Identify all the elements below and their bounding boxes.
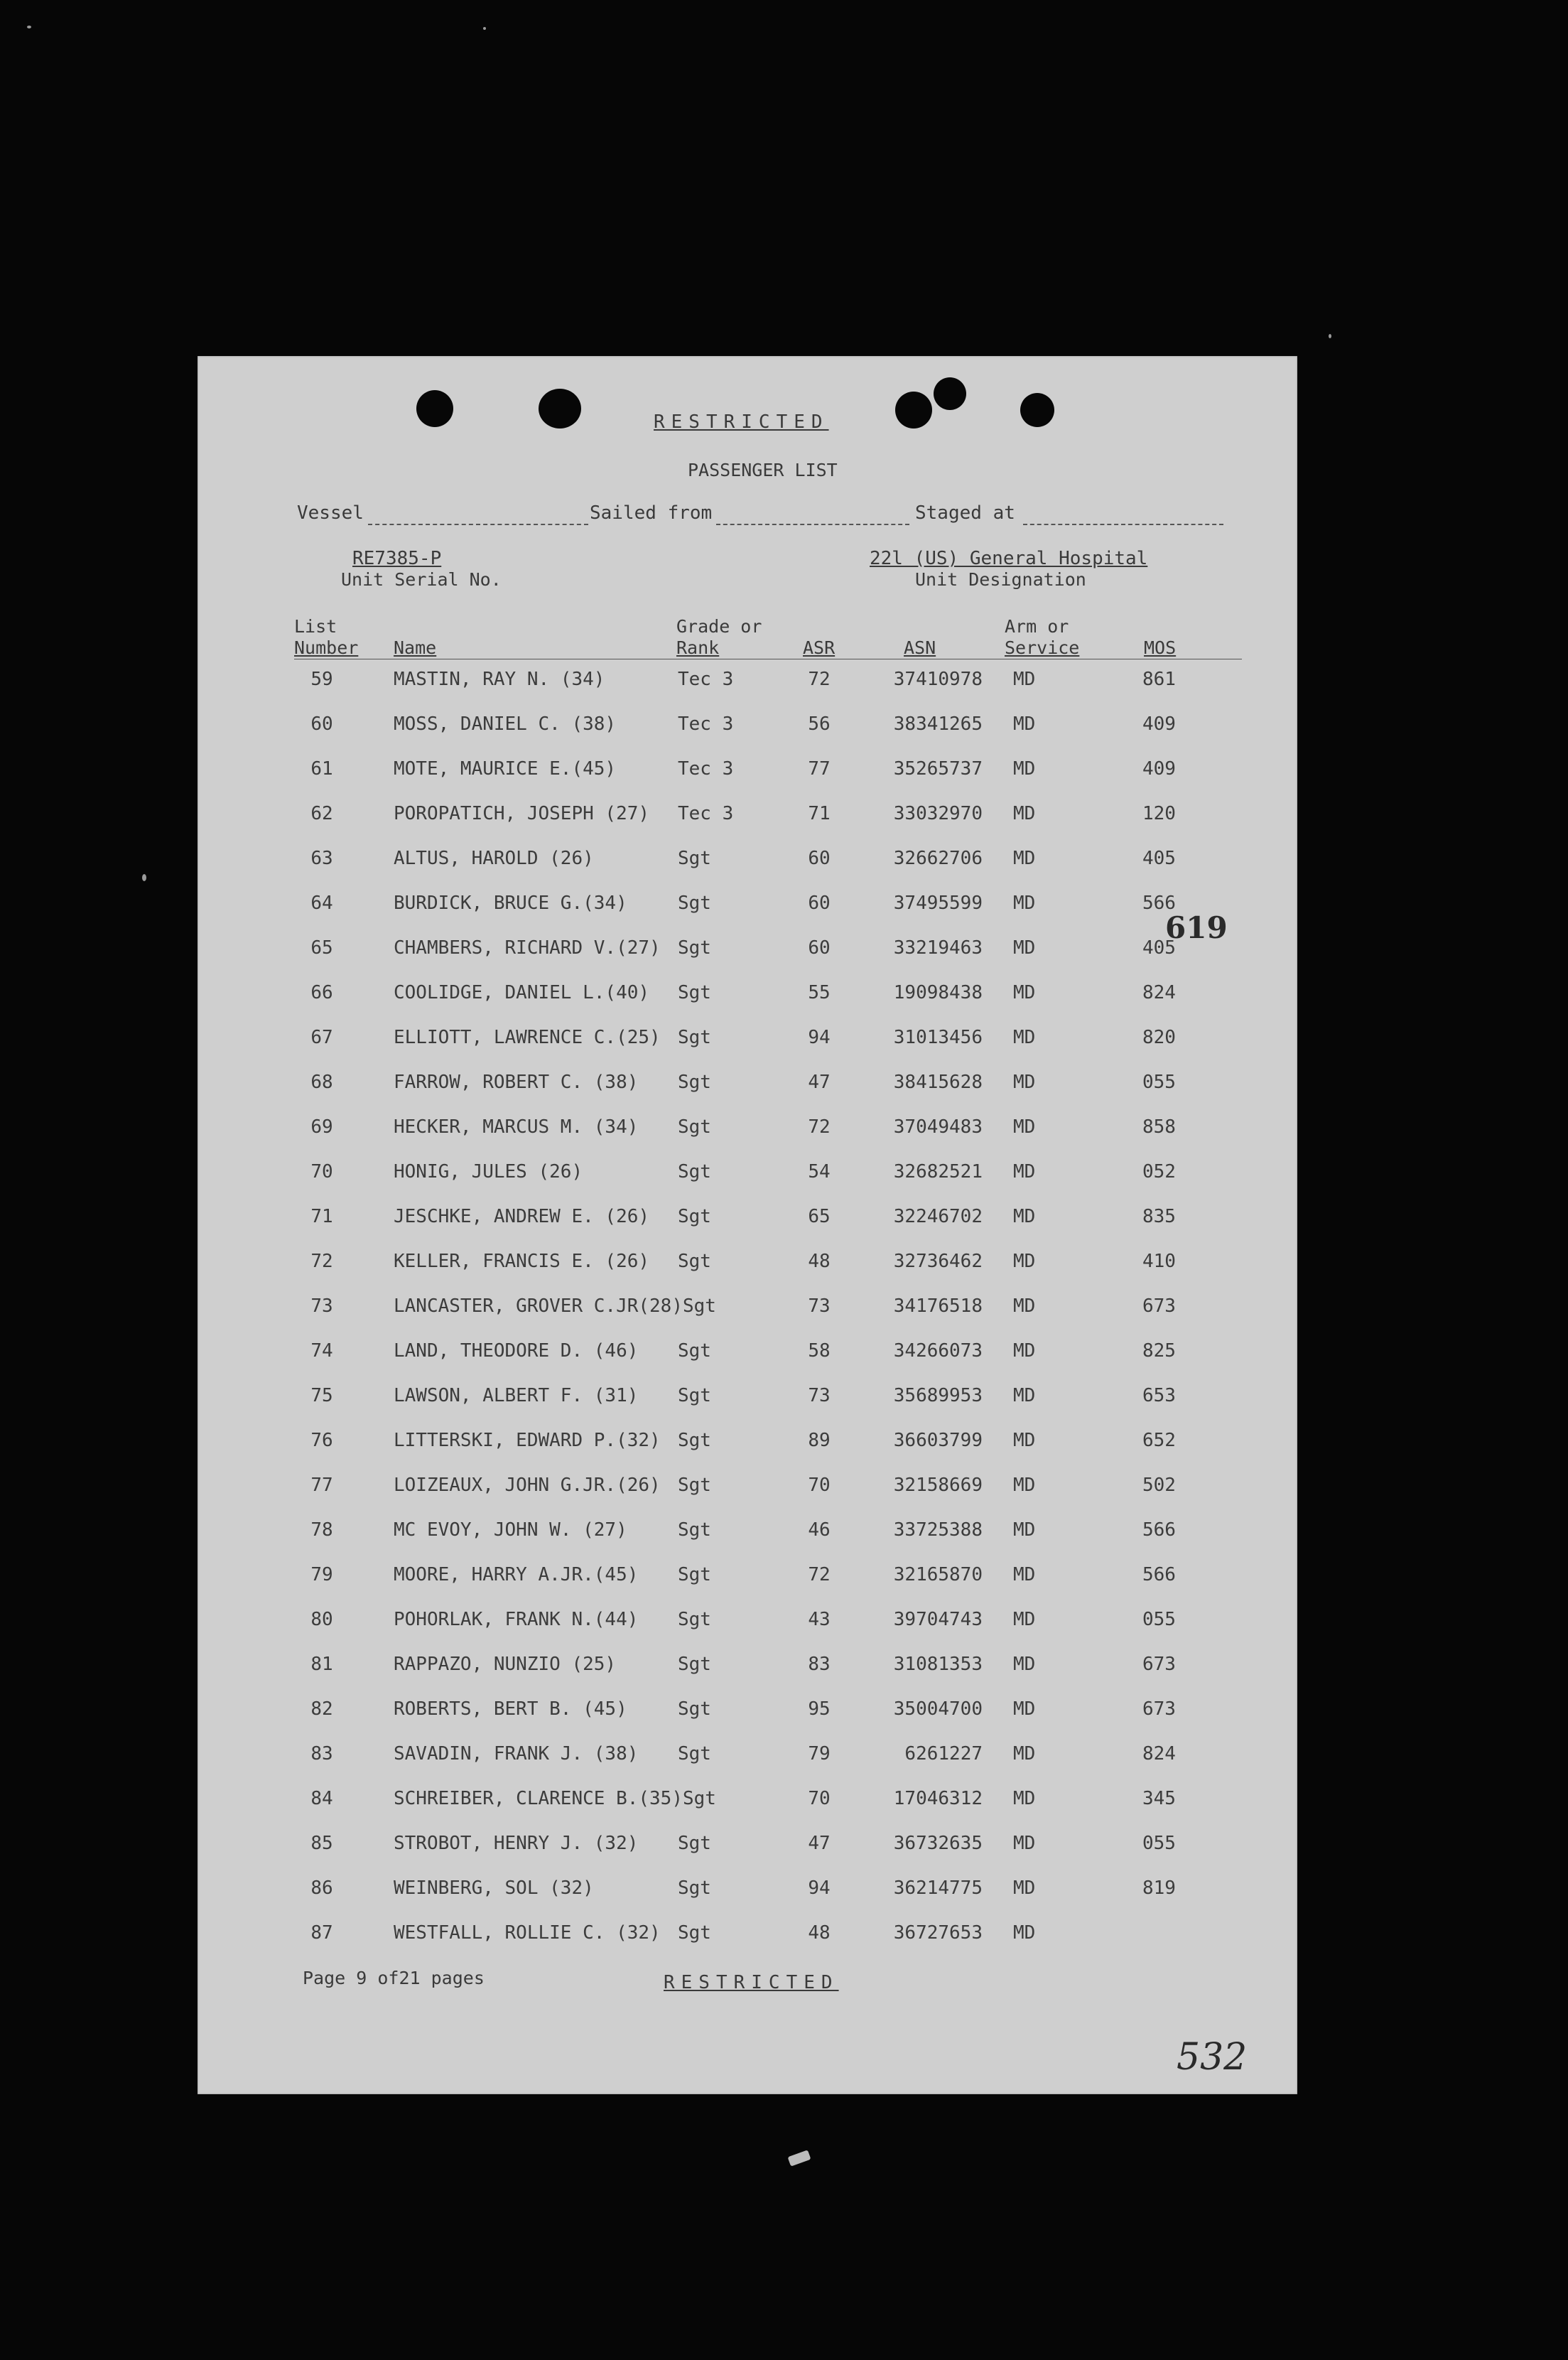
asn: 32682521	[893, 1161, 983, 1182]
punch-hole	[539, 389, 581, 429]
asr: 89	[808, 1430, 831, 1451]
asr: 94	[808, 1877, 831, 1899]
asn: 36732635	[893, 1833, 983, 1854]
arm-service: MD	[1013, 1206, 1036, 1227]
column-header-asn: ASN	[904, 637, 936, 658]
handwritten-page-number: 532	[1177, 2036, 1248, 2079]
grade: Sgt	[678, 937, 711, 959]
list-number: 74	[310, 1340, 333, 1362]
asn: 39704743	[893, 1609, 983, 1630]
passenger-name: MOTE, MAURICE E.(45)	[394, 758, 617, 780]
unit-serial-value: RE7385-P	[352, 548, 442, 569]
grade: Tec 3	[678, 669, 734, 690]
table-row	[198, 1161, 1297, 1190]
asn: 33725388	[893, 1519, 983, 1541]
mos: 861	[1142, 669, 1176, 690]
stamp-number: 619	[1165, 910, 1228, 945]
table-row	[198, 1340, 1297, 1369]
passenger-name: MOSS, DANIEL C. (38)	[394, 713, 617, 735]
grade: Sgt	[678, 1564, 711, 1585]
passenger-name: ALTUS, HAROLD (26)	[394, 848, 594, 869]
passenger-name: MC EVOY, JOHN W. (27)	[394, 1519, 627, 1541]
passenger-name: LAND, THEODORE D. (46)	[394, 1340, 639, 1362]
list-number: 71	[310, 1206, 333, 1227]
list-number: 83	[310, 1743, 333, 1764]
mos: 566	[1142, 1564, 1176, 1585]
asn: 32736462	[893, 1251, 983, 1272]
mos: 566	[1142, 893, 1176, 914]
table-row	[198, 1027, 1297, 1055]
passenger-name: SCHREIBER, CLARENCE B.(35)Sgt	[394, 1788, 716, 1809]
arm-service: MD	[1013, 1519, 1036, 1541]
asn: 31013456	[893, 1027, 983, 1048]
list-number: 63	[310, 848, 333, 869]
grade: Sgt	[678, 1206, 711, 1227]
asn: 36214775	[893, 1877, 983, 1899]
punch-hole	[1020, 393, 1054, 427]
asn: 37495599	[893, 893, 983, 914]
classification-footer: RESTRICTED	[664, 1972, 839, 1993]
mos: 055	[1142, 1833, 1176, 1854]
grade: Tec 3	[678, 803, 734, 824]
grade: Sgt	[678, 893, 711, 914]
dust-speck	[1329, 334, 1331, 338]
table-row	[198, 982, 1297, 1011]
arm-service: MD	[1013, 1430, 1036, 1451]
mos: 652	[1142, 1430, 1176, 1451]
mos: 410	[1142, 1251, 1176, 1272]
grade: Sgt	[678, 1833, 711, 1854]
vessel-line	[368, 524, 588, 525]
arm-service: MD	[1013, 713, 1036, 735]
mos: 405	[1142, 848, 1176, 869]
asr: 60	[808, 937, 831, 959]
list-number: 84	[310, 1788, 333, 1809]
table-row	[198, 1743, 1297, 1772]
asr: 72	[808, 669, 831, 690]
table-row	[198, 1654, 1297, 1682]
arm-service: MD	[1013, 1698, 1036, 1720]
mos: 673	[1142, 1295, 1176, 1317]
passenger-name: SAVADIN, FRANK J. (38)	[394, 1743, 639, 1764]
list-number: 72	[310, 1251, 333, 1272]
grade: Sgt	[678, 1385, 711, 1406]
classification-header: RESTRICTED	[654, 411, 829, 433]
document-title: PASSENGER LIST	[688, 460, 838, 480]
asn: 37049483	[893, 1116, 983, 1138]
column-header-rank: Rank	[676, 637, 720, 658]
arm-service: MD	[1013, 1743, 1036, 1764]
asr: 73	[808, 1385, 831, 1406]
asr: 65	[808, 1206, 831, 1227]
column-header-number: Number	[294, 637, 359, 658]
asr: 55	[808, 982, 831, 1003]
arm-service: MD	[1013, 803, 1036, 824]
arm-service: MD	[1013, 1385, 1036, 1406]
mos: 858	[1142, 1116, 1176, 1138]
column-header-service: Service	[1005, 637, 1080, 658]
table-row	[198, 1385, 1297, 1413]
list-number: 80	[310, 1609, 333, 1630]
mos: 409	[1142, 713, 1176, 735]
mos: 824	[1142, 982, 1176, 1003]
arm-service: MD	[1013, 1564, 1036, 1585]
column-header-list: List	[294, 616, 337, 637]
table-row	[198, 1698, 1297, 1727]
table-row	[198, 758, 1297, 787]
grade: Sgt	[678, 1116, 711, 1138]
table-row	[198, 1833, 1297, 1861]
grade: Sgt	[678, 1922, 711, 1944]
mos: 825	[1142, 1340, 1176, 1362]
staged-at-line	[1023, 524, 1223, 525]
mos: 653	[1142, 1385, 1176, 1406]
table-row	[198, 1564, 1297, 1593]
arm-service: MD	[1013, 1251, 1036, 1272]
arm-service: MD	[1013, 893, 1036, 914]
passenger-name: JESCHKE, ANDREW E. (26)	[394, 1206, 650, 1227]
asr: 60	[808, 893, 831, 914]
arm-service: MD	[1013, 1027, 1036, 1048]
arm-service: MD	[1013, 1788, 1036, 1809]
mos: 835	[1142, 1206, 1176, 1227]
asr: 43	[808, 1609, 831, 1630]
asr: 58	[808, 1340, 831, 1362]
passenger-name: LITTERSKI, EDWARD P.(32)	[394, 1430, 661, 1451]
list-number: 75	[310, 1385, 333, 1406]
passenger-name: POHORLAK, FRANK N.(44)	[394, 1609, 639, 1630]
grade: Sgt	[678, 1251, 711, 1272]
dust-speck	[27, 26, 31, 28]
grade: Sgt	[678, 1340, 711, 1362]
passenger-name: BURDICK, BRUCE G.(34)	[394, 893, 627, 914]
list-number: 77	[310, 1475, 333, 1496]
punch-hole	[934, 377, 966, 410]
asr: 56	[808, 713, 831, 735]
column-header-arm: Arm or	[1005, 616, 1069, 637]
grade: Sgt	[678, 1743, 711, 1764]
mos: 120	[1142, 803, 1176, 824]
table-row	[198, 1430, 1297, 1458]
column-header-mos: MOS	[1144, 637, 1177, 658]
arm-service: MD	[1013, 758, 1036, 780]
asr: 46	[808, 1519, 831, 1541]
asr: 95	[808, 1698, 831, 1720]
passenger-name: KELLER, FRANCIS E. (26)	[394, 1251, 650, 1272]
asn: 19098438	[893, 982, 983, 1003]
mos: 824	[1142, 1743, 1176, 1764]
table-row	[198, 1295, 1297, 1324]
asr: 79	[808, 1743, 831, 1764]
arm-service: MD	[1013, 1833, 1036, 1854]
arm-service: MD	[1013, 1072, 1036, 1093]
mos: 673	[1142, 1654, 1176, 1675]
table-row	[198, 1922, 1297, 1951]
asn: 35689953	[893, 1385, 983, 1406]
asr: 72	[808, 1116, 831, 1138]
table-row	[198, 848, 1297, 876]
table-row	[198, 1251, 1297, 1279]
passenger-name: STROBOT, HENRY J. (32)	[394, 1833, 639, 1854]
list-number: 66	[310, 982, 333, 1003]
asn: 35004700	[893, 1698, 983, 1720]
asr: 54	[808, 1161, 831, 1182]
table-row	[198, 893, 1297, 921]
punch-hole	[416, 390, 453, 427]
grade: Sgt	[678, 1027, 711, 1048]
table-row	[198, 1116, 1297, 1145]
passenger-name: HONIG, JULES (26)	[394, 1161, 583, 1182]
list-number: 60	[310, 713, 333, 735]
column-header-asr: ASR	[803, 637, 836, 658]
asr: 72	[808, 1564, 831, 1585]
grade: Tec 3	[678, 758, 734, 780]
grade: Sgt	[678, 1698, 711, 1720]
list-number: 86	[310, 1877, 333, 1899]
table-row	[198, 1788, 1297, 1816]
passenger-name: LANCASTER, GROVER C.JR(28)Sgt	[394, 1295, 716, 1317]
passenger-name: FARROW, ROBERT C. (38)	[394, 1072, 639, 1093]
mos: 405	[1142, 937, 1176, 959]
table-row	[198, 1206, 1297, 1234]
arm-service: MD	[1013, 1922, 1036, 1944]
asr: 70	[808, 1475, 831, 1496]
sailed-from-label: Sailed from	[590, 502, 713, 524]
asn: 36603799	[893, 1430, 983, 1451]
asn: 35265737	[893, 758, 983, 780]
asr: 47	[808, 1072, 831, 1093]
grade: Sgt	[678, 982, 711, 1003]
column-header-name: Name	[394, 637, 437, 658]
sailed-from-line	[716, 524, 909, 525]
asr: 60	[808, 848, 831, 869]
arm-service: MD	[1013, 1295, 1036, 1317]
mos: 673	[1142, 1698, 1176, 1720]
passenger-name: RAPPAZO, NUNZIO (25)	[394, 1654, 617, 1675]
mos: 820	[1142, 1027, 1176, 1048]
asn: 38415628	[893, 1072, 983, 1093]
asn: 36727653	[893, 1922, 983, 1944]
mos: 052	[1142, 1161, 1176, 1182]
passenger-name: LOIZEAUX, JOHN G.JR.(26)	[394, 1475, 661, 1496]
table-row	[198, 1475, 1297, 1503]
list-number: 85	[310, 1833, 333, 1854]
punch-hole	[895, 392, 932, 429]
grade: Sgt	[678, 1877, 711, 1899]
asn: 34266073	[893, 1340, 983, 1362]
grade: Sgt	[678, 1519, 711, 1541]
list-number: 78	[310, 1519, 333, 1541]
arm-service: MD	[1013, 937, 1036, 959]
asn: 6261227	[904, 1743, 983, 1764]
arm-service: MD	[1013, 1340, 1036, 1362]
table-row	[198, 1519, 1297, 1548]
list-number: 67	[310, 1027, 333, 1048]
dust-speck	[142, 874, 146, 881]
column-header-grade: Grade or	[676, 616, 762, 637]
passenger-name: POROPATICH, JOSEPH (27)	[394, 803, 650, 824]
arm-service: MD	[1013, 1116, 1036, 1138]
list-number: 69	[310, 1116, 333, 1138]
asn: 32158669	[893, 1475, 983, 1496]
passenger-name: COOLIDGE, DANIEL L.(40)	[394, 982, 650, 1003]
asr: 73	[808, 1295, 831, 1317]
list-number: 87	[310, 1922, 333, 1944]
table-row	[198, 803, 1297, 831]
list-number: 81	[310, 1654, 333, 1675]
asr: 70	[808, 1788, 831, 1809]
mos: 345	[1142, 1788, 1176, 1809]
list-number: 73	[310, 1295, 333, 1317]
unit-serial-label: Unit Serial No.	[341, 569, 502, 590]
arm-service: MD	[1013, 1161, 1036, 1182]
table-row	[198, 937, 1297, 966]
unit-designation-label: Unit Designation	[915, 569, 1086, 590]
passenger-name: ROBERTS, BERT B. (45)	[394, 1698, 627, 1720]
grade: Sgt	[678, 1654, 711, 1675]
list-number: 68	[310, 1072, 333, 1093]
list-number: 82	[310, 1698, 333, 1720]
arm-service: MD	[1013, 982, 1036, 1003]
asr: 47	[808, 1833, 831, 1854]
passenger-name: ELLIOTT, LAWRENCE C.(25)	[394, 1027, 661, 1048]
mos: 409	[1142, 758, 1176, 780]
passenger-name: WEINBERG, SOL (32)	[394, 1877, 594, 1899]
asn: 34176518	[893, 1295, 983, 1317]
asn: 33032970	[893, 803, 983, 824]
table-row	[198, 1877, 1297, 1906]
list-number: 62	[310, 803, 333, 824]
passenger-name: CHAMBERS, RICHARD V.(27)	[394, 937, 661, 959]
asr: 94	[808, 1027, 831, 1048]
asn: 32165870	[893, 1564, 983, 1585]
list-number: 65	[310, 937, 333, 959]
asn: 37410978	[893, 669, 983, 690]
mos: 819	[1142, 1877, 1176, 1899]
asr: 48	[808, 1251, 831, 1272]
unit-designation-value: 22l (US) General Hospital	[870, 548, 1148, 569]
page-info: Page 9 of21 pages	[303, 1968, 485, 1988]
asn: 33219463	[893, 937, 983, 959]
asn: 32662706	[893, 848, 983, 869]
arm-service: MD	[1013, 1654, 1036, 1675]
asr: 48	[808, 1922, 831, 1944]
mos: 055	[1142, 1072, 1176, 1093]
asn: 17046312	[893, 1788, 983, 1809]
mos: 566	[1142, 1519, 1176, 1541]
grade: Sgt	[678, 848, 711, 869]
passenger-name: HECKER, MARCUS M. (34)	[394, 1116, 639, 1138]
list-number: 64	[310, 893, 333, 914]
passenger-name: MASTIN, RAY N. (34)	[394, 669, 605, 690]
arm-service: MD	[1013, 1609, 1036, 1630]
list-number: 61	[310, 758, 333, 780]
dust-speck	[788, 2150, 811, 2166]
arm-service: MD	[1013, 1877, 1036, 1899]
asr: 71	[808, 803, 831, 824]
list-number: 70	[310, 1161, 333, 1182]
table-row	[198, 713, 1297, 742]
mos: 055	[1142, 1609, 1176, 1630]
list-number: 59	[310, 669, 333, 690]
asr: 77	[808, 758, 831, 780]
asr: 83	[808, 1654, 831, 1675]
list-number: 79	[310, 1564, 333, 1585]
table-row	[198, 1609, 1297, 1637]
passenger-name: WESTFALL, ROLLIE C. (32)	[394, 1922, 661, 1944]
arm-service: MD	[1013, 669, 1036, 690]
table-row	[198, 1072, 1297, 1100]
staged-at-label: Staged at	[915, 502, 1015, 524]
list-number: 76	[310, 1430, 333, 1451]
table-row	[198, 669, 1297, 697]
grade: Sgt	[678, 1161, 711, 1182]
asn: 32246702	[893, 1206, 983, 1227]
passenger-name: MOORE, HARRY A.JR.(45)	[394, 1564, 639, 1585]
dust-speck	[483, 27, 486, 30]
grade: Tec 3	[678, 713, 734, 735]
passenger-name: LAWSON, ALBERT F. (31)	[394, 1385, 639, 1406]
vessel-label: Vessel	[297, 502, 364, 524]
arm-service: MD	[1013, 1475, 1036, 1496]
grade: Sgt	[678, 1430, 711, 1451]
arm-service: MD	[1013, 848, 1036, 869]
passenger-list-page	[198, 356, 1297, 2094]
asn: 31081353	[893, 1654, 983, 1675]
asn: 38341265	[893, 713, 983, 735]
mos: 502	[1142, 1475, 1176, 1496]
grade: Sgt	[678, 1475, 711, 1496]
grade: Sgt	[678, 1072, 711, 1093]
grade: Sgt	[678, 1609, 711, 1630]
